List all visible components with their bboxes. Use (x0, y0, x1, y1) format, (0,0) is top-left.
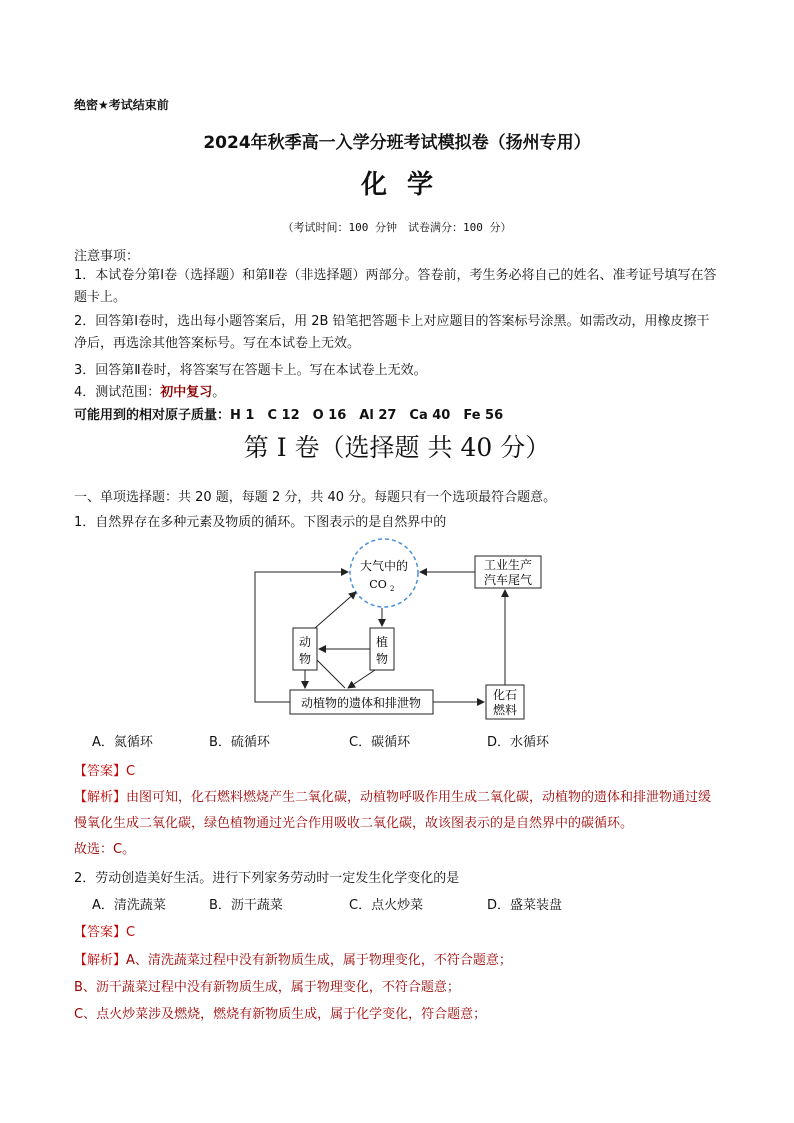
q1-option-a: A．氮循环 (92, 735, 153, 750)
note-item-4-prefix: 4．测试范围： (74, 385, 161, 400)
atomic-mass-line: 可能用到的相对原子质量：H 1 C 12 O 16 Al 27 Ca 40 Fe 56 (74, 408, 504, 423)
industry-label-1: 工业生产 (483, 558, 533, 572)
note-item-4-suffix: 。 (212, 385, 226, 400)
animal-label-1: 动 (298, 635, 312, 649)
atmosphere-label-1: 大气中的 (359, 559, 409, 573)
q2-analysis-label: 【解析】 (74, 953, 127, 968)
section-instruction: 一、单项选择题：共 20 题，每题 2 分，共 40 分。每题只有一个选项最符合题意。 (74, 490, 557, 505)
q1-option-c: C．碳循环 (349, 735, 411, 750)
q2-analysis-a-text: A、清洗蔬菜过程中没有新物质生成，属于物理变化，不符合题意； (126, 953, 512, 968)
atmosphere-label-2: CO (369, 578, 387, 591)
q2-option-d: D．盛菜装盘 (487, 898, 563, 913)
arrow-animal-to-co2 (315, 592, 356, 628)
q2-option-b: B．沥干蔬菜 (209, 898, 283, 913)
arrow-animal-to-remains-2 (317, 660, 345, 688)
q1-stem: 1．自然界存在多种元素及物质的循环。下图表示的是自然界中的 (74, 515, 447, 530)
q2-analysis-b: B、沥干蔬菜过程中没有新物质生成，属于物理变化，不符合题意； (74, 980, 460, 995)
fossil-label-1: 化石 (492, 688, 518, 702)
paper-title: 2024年秋季高一入学分班考试模拟卷（扬州专用） (203, 133, 591, 153)
notes-heading: 注意事项： (74, 249, 140, 264)
arrow-plant-to-remains (348, 670, 375, 688)
plant-label-1: 植 (375, 635, 389, 649)
plant-label-2: 物 (375, 652, 389, 666)
q2-analysis-a (74, 949, 512, 968)
q1-conclusion: 故选：C。 (74, 842, 136, 857)
confidential-mark: 绝密★考试结束前 (74, 98, 169, 112)
fossil-label-2: 燃料 (492, 703, 518, 717)
section-title: 第 I 卷（选择题 共 40 分） (243, 433, 551, 462)
q1-option-d: D．水循环 (487, 735, 550, 750)
note-item-1: 1．本试卷分第Ⅰ卷（选择题）和第Ⅱ卷（非选择题）两部分。答卷前，考生务必将自己的姓名、准考证号填写在答题卡上。 (74, 268, 717, 305)
atmosphere-node (350, 539, 418, 607)
q2-analysis-c: C、点火炒菜涉及燃烧，燃烧有新物质生成，属于化学变化，符合题意； (74, 1007, 487, 1022)
q2-option-c: C．点火炒菜 (349, 898, 424, 913)
note-item-2: 2．回答第Ⅰ卷时，选出每小题答案后，用 2B 铅笔把答题卡上对应题目的答案标号涂黑。如需改动，用橡皮擦干净后，再选涂其他答案标号。写在本试卷上无效。 (74, 314, 710, 351)
note-item-3: 3．回答第Ⅱ卷时，将答案写在答题卡上。写在本试卷上无效。 (74, 363, 427, 378)
q1-analysis (74, 785, 722, 837)
animal-label-2: 物 (298, 652, 312, 666)
q1-option-b: B．硫循环 (209, 735, 270, 750)
test-scope: 初中复习 (160, 385, 213, 400)
industry-label-2: 汽车尾气 (483, 573, 533, 587)
q1-answer: 【答案】C (74, 764, 136, 779)
q1-analysis-text: 由图可知，化石燃料燃烧产生二氧化碳，动植物呼吸作用生成二氧化碳，动植物的遗体和排泄物通过缓慢氧化生成二氧化碳，绿色植物通过光合作用吸收二氧化碳，故该图表示的是自然界中的碳循环。 (74, 790, 712, 831)
q2-stem: 2．劳动创造美好生活。进行下列家务劳动时一定发生化学变化的是 (74, 871, 460, 886)
exam-info: （考试时间：100 分钟 试卷满分：100 分） (282, 221, 512, 234)
q2-option-a: A．清洗蔬菜 (92, 898, 166, 913)
q2-answer: 【答案】C (74, 925, 136, 940)
atmosphere-subscript: 2 (390, 585, 395, 593)
q1-analysis-label: 【解析】 (74, 790, 127, 805)
remains-label: 动植物的遗体和排泄物 (300, 696, 422, 710)
subject-text: 化学 (360, 170, 453, 200)
